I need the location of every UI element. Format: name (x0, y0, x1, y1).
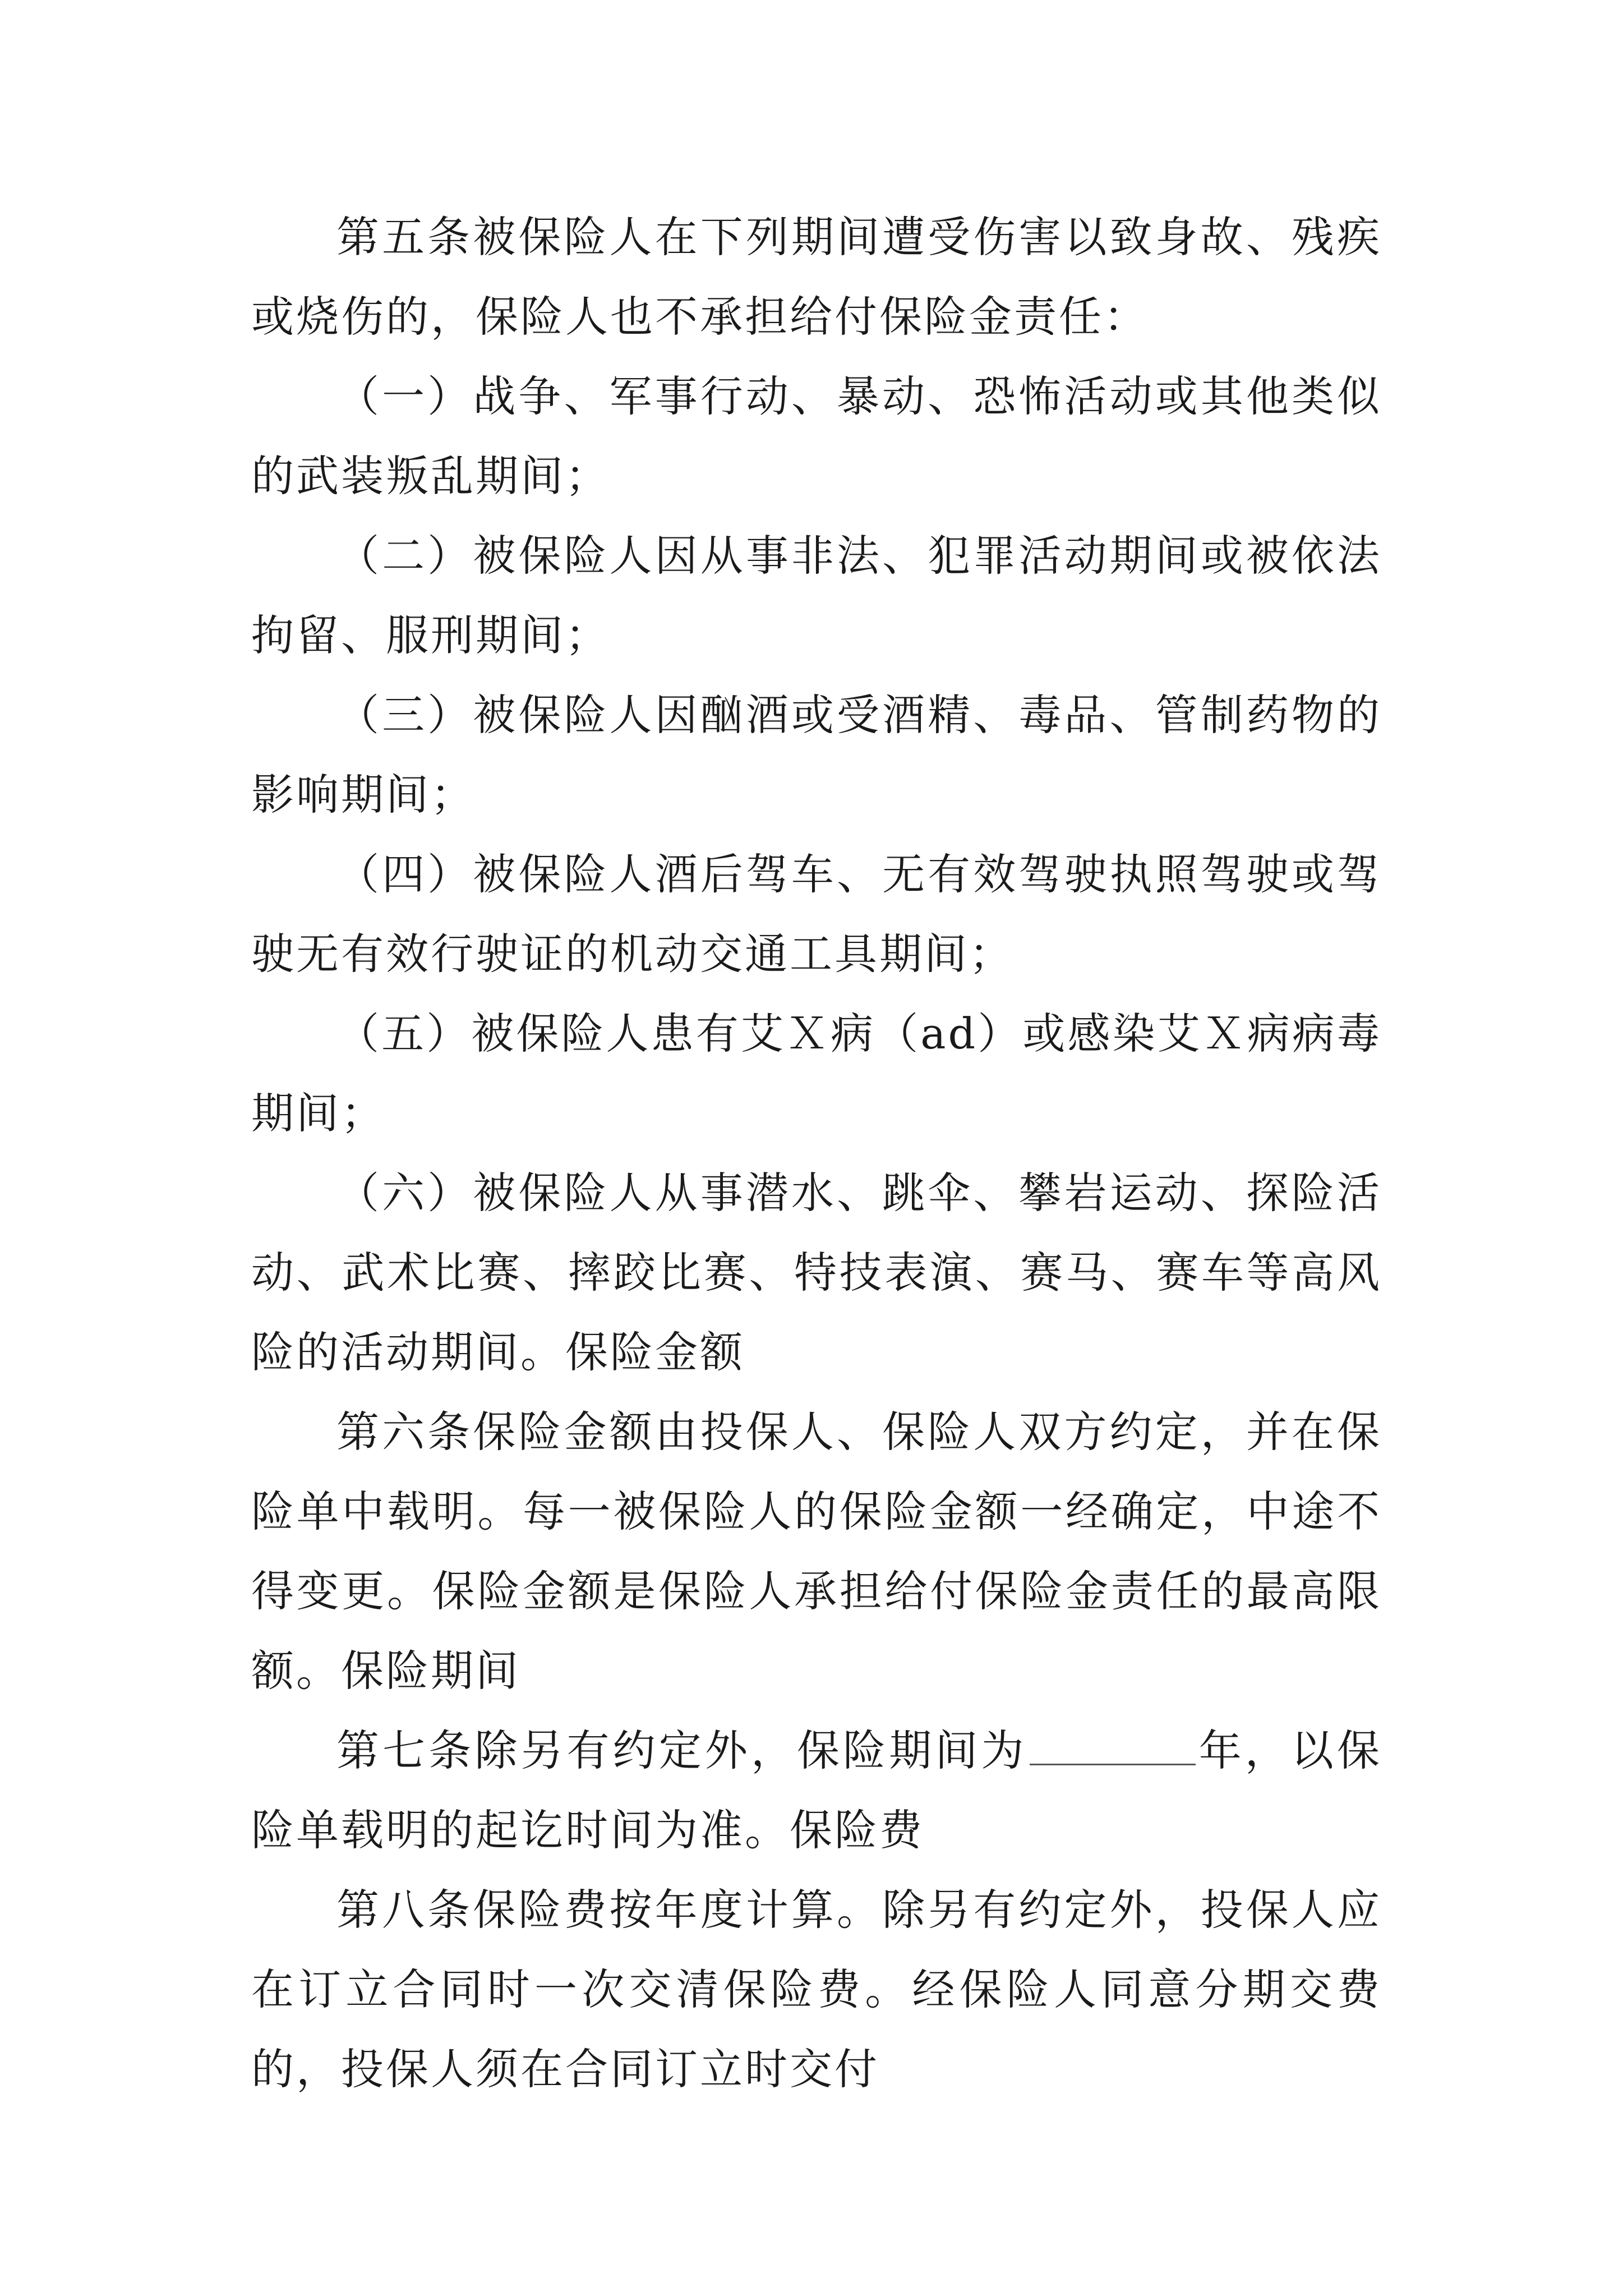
clause-4-paragraph: （四）被保险人酒后驾车、无有效驾驶执照驾驶或驾驶无有效行驶证的机动交通工具期间； (251, 849, 1382, 979)
article-6-paragraph: 第六条保险金额由投保人、保险人双方约定，并在保险单中载明。每一被保险人的保险金额一经确定，中途不得变更。保险金额是保险人承担给付保险金责任的最高限额。保险期间 (251, 1407, 1382, 1696)
clause-1-paragraph: （一）战争、军事行动、暴动、恐怖活动或其他类似的武装叛乱期间； (251, 371, 1382, 501)
document-body (251, 197, 1382, 2109)
article-7-text-before-blank: 第七条除另有约定外，保险期间为 (336, 1726, 1027, 1775)
article-7-text-after-blank: 年，以保险单载明的起讫时间为准。保险费 (251, 1726, 1382, 1855)
clause-6-paragraph: （六）被保险人从事潜水、跳伞、攀岩运动、探险活动、武术比赛、摔跤比赛、特技表演、赛马、赛车等高风险的活动期间。保险金额 (251, 1168, 1382, 1377)
article-8-paragraph: 第八条保险费按年度计算。除另有约定外，投保人应在订立合同时一次交清保险费。经保险人同意分期交费的，投保人须在合同订立时交付 (251, 1885, 1382, 2094)
article-5-paragraph: 第五条被保险人在下列期间遭受伤害以致身故、残疾或烧伤的，保险人也不承担给付保险金责任： (251, 212, 1382, 342)
clause-5-paragraph: （五）被保险人患有艾Ｘ病（ad）或感染艾Ｘ病病毒期间； (251, 1009, 1382, 1138)
insurance-period-blank-line (1030, 1730, 1196, 1765)
clause-2-paragraph: （二）被保险人因从事非法、犯罪活动期间或被依法拘留、服刑期间； (251, 531, 1382, 660)
clause-3-paragraph: （三）被保险人因酗酒或受酒精、毒品、管制药物的影响期间； (251, 690, 1382, 820)
article-7-paragraph (251, 1711, 1382, 1870)
